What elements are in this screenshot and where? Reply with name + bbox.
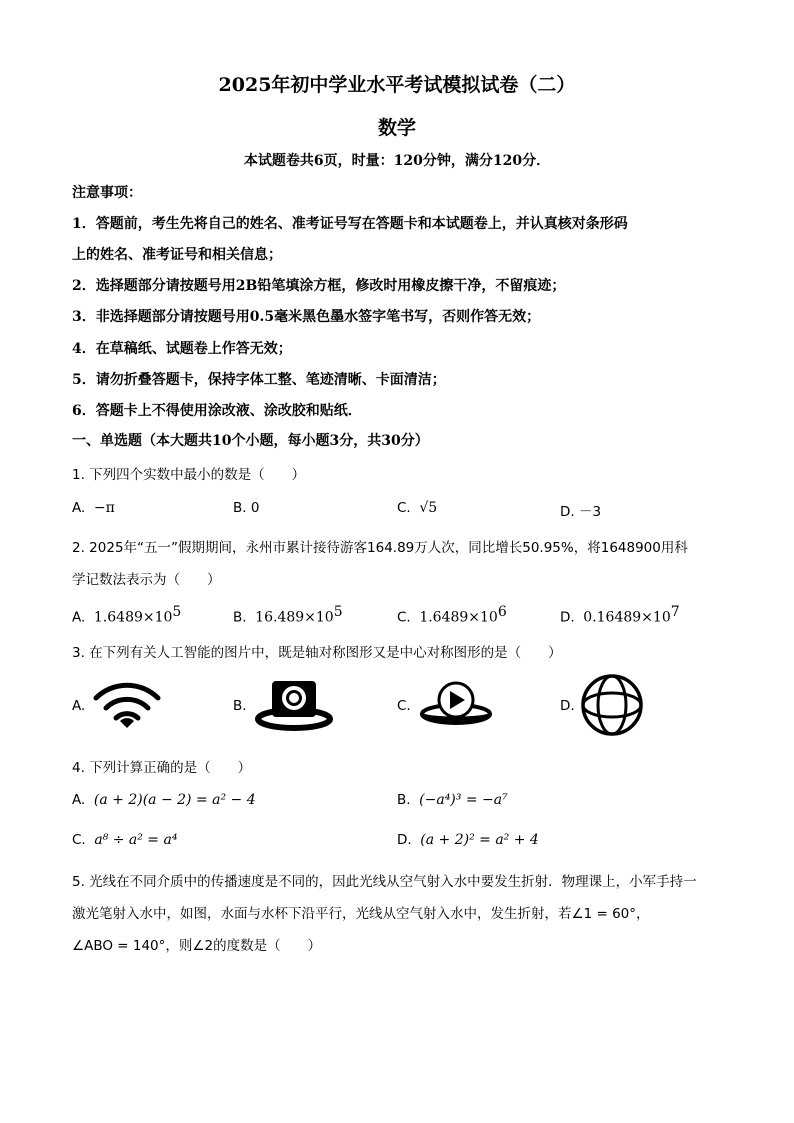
question-3-stem: 3. 在下列有关人工智能的图片中，既是轴对称图形又是中心对称图形的是（ ） bbox=[72, 645, 562, 661]
note-line: 上的姓名、准考证号和相关信息； bbox=[72, 247, 282, 263]
q3-option-b-label: B. bbox=[233, 698, 247, 714]
q1-option-c bbox=[397, 500, 437, 516]
option-label: B. bbox=[233, 609, 247, 626]
option-label: D. bbox=[560, 609, 575, 626]
option-exponent: 7 bbox=[670, 604, 680, 620]
play-icon bbox=[418, 680, 494, 730]
question-2-line: 2. 2025年“五一”假期期间，永州市累计接待游客164.89万人次，同比增长50.95%，将1648900用科 bbox=[72, 540, 688, 556]
q1-option-b: B. 0 bbox=[233, 500, 260, 516]
option-expression: a⁸ ÷ a² = a⁴ bbox=[94, 832, 178, 848]
option-base: 1.6489×10 bbox=[419, 609, 498, 626]
option-value: √5 bbox=[419, 500, 438, 516]
question-1-stem: 1. 下列四个实数中最小的数是（ ） bbox=[72, 467, 306, 483]
camera-icon bbox=[254, 675, 334, 731]
option-label: A. bbox=[72, 500, 86, 516]
option-exponent: 6 bbox=[497, 604, 507, 620]
q4-option-a bbox=[72, 792, 256, 808]
question-5-line: ∠ABO = 140°，则∠2的度数是（ ） bbox=[72, 938, 322, 954]
q4-option-b bbox=[397, 792, 508, 808]
option-base: 1.6489×10 bbox=[93, 609, 173, 626]
option-label: A. bbox=[72, 609, 86, 626]
section-heading: 一、单选题（本大题共10个小题，每小题3分，共30分） bbox=[72, 433, 429, 449]
option-expression: (a + 2)² = a² + 4 bbox=[420, 832, 539, 848]
option-label: C. bbox=[72, 832, 86, 848]
q3-option-c-label: C. bbox=[397, 698, 411, 714]
note-line: 4．在草稿纸、试题卷上作答无效； bbox=[72, 341, 292, 357]
q3-option-d-label: D. bbox=[560, 698, 575, 714]
q2-option-b bbox=[233, 604, 343, 626]
option-label: C. bbox=[397, 609, 411, 626]
option-label: B. bbox=[397, 792, 411, 808]
question-5-line: 激光笔射入水中，如图，水面与水杯下沿平行，光线从空气射入水中，发生折射，若∠1 = 60°， bbox=[72, 906, 650, 922]
option-expression: (−a⁴)³ = −a⁷ bbox=[419, 792, 508, 808]
q2-option-a bbox=[72, 604, 181, 626]
subject-title: 数学 bbox=[377, 117, 416, 139]
notes-heading: 注意事项： bbox=[72, 185, 142, 201]
option-expression: (a + 2)(a − 2) = a² − 4 bbox=[93, 792, 256, 808]
q4-option-c bbox=[72, 832, 177, 848]
q1-option-d: D. －3 bbox=[560, 504, 602, 520]
option-label: A. bbox=[72, 792, 86, 808]
note-line: 2．选择题部分请按题号用2B铅笔填涂方框，修改时用橡皮擦干净，不留痕迹； bbox=[72, 278, 566, 294]
q2-option-c bbox=[397, 604, 507, 626]
q1-option-a bbox=[72, 500, 115, 516]
question-2-line: 学记数法表示为（ ） bbox=[72, 572, 221, 588]
globe-icon bbox=[580, 673, 644, 737]
option-label: D. bbox=[397, 832, 412, 848]
note-line: 5．请勿折叠答题卡，保持字体工整、笔迹清晰、卡面清洁； bbox=[72, 372, 446, 388]
question-5-line: 5. 光线在不同介质中的传播速度是不同的，因此光线从空气射入水中要发生折射．物理课上，小军手持一 bbox=[72, 874, 697, 890]
q3-option-a-label: A. bbox=[72, 698, 86, 714]
note-line: 6．答题卡上不得使用涂改液、涂改胶和贴纸． bbox=[72, 403, 362, 419]
wifi-icon bbox=[92, 680, 162, 730]
exam-info: 本试题卷共6页，时量：120分钟，满分120分． bbox=[243, 153, 551, 169]
note-line: 1．答题前，考生先将自己的姓名、准考证号写在答题卡和本试题卷上，并认真核对条形码 bbox=[72, 216, 628, 232]
q2-option-d bbox=[560, 604, 680, 626]
option-value: −π bbox=[93, 500, 115, 516]
note-line: 3．非选择题部分请按题号用0.5毫米黑色墨水签字笔书写，否则作答无效； bbox=[72, 309, 541, 325]
question-4-stem: 4. 下列计算正确的是（ ） bbox=[72, 760, 252, 776]
option-label: C. bbox=[397, 500, 411, 516]
exam-title: 2025年初中学业水平考试模拟试卷（二） bbox=[218, 74, 576, 96]
option-exponent: 5 bbox=[333, 604, 343, 620]
option-base: 0.16489×10 bbox=[583, 609, 671, 626]
q4-option-d bbox=[397, 832, 539, 848]
option-base: 16.489×10 bbox=[255, 609, 334, 626]
option-exponent: 5 bbox=[172, 604, 182, 620]
